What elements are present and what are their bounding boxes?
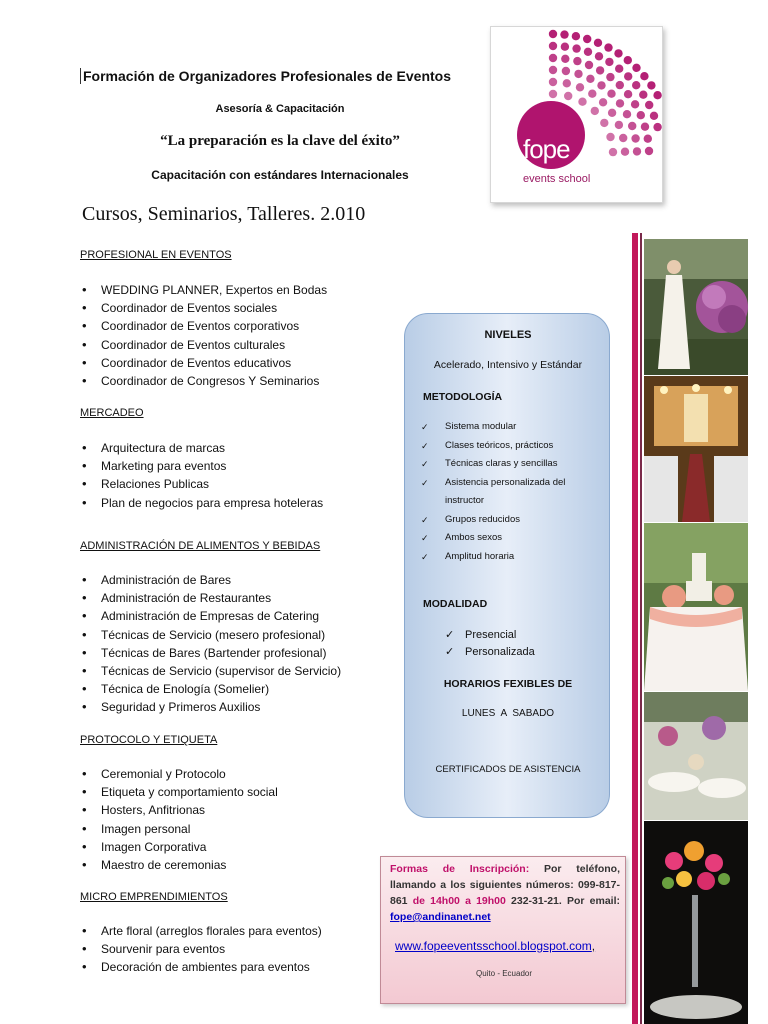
list-item: • Coordinador de Eventos corporativos xyxy=(80,317,380,335)
logo-dot xyxy=(616,81,624,89)
standards-text: Capacitación con estándares Internacionales xyxy=(151,168,409,182)
list-item: • Maestro de ceremonias xyxy=(80,856,380,874)
website-link[interactable]: www.fopeeventsschool.blogspot.com xyxy=(395,939,592,953)
logo-dot xyxy=(608,109,616,117)
list-item: ✓ Grupos reducidos xyxy=(421,511,606,530)
subtitle: Asesoría & Capacitación xyxy=(215,103,345,115)
logo-dot xyxy=(563,79,571,87)
list-item: • Administración de Bares xyxy=(80,571,380,589)
list-item: • Arquitectura de marcas xyxy=(80,439,380,457)
logo-dot xyxy=(549,90,557,98)
list-item: • Coordinador de Eventos sociales xyxy=(80,299,380,317)
list-item: • Decoración de ambientes para eventos xyxy=(80,958,380,976)
list-item: ✓ Presencial xyxy=(445,627,535,644)
logo-dot xyxy=(623,110,631,118)
logo-dot xyxy=(609,148,617,156)
floral-arrangement-photo xyxy=(644,821,748,1024)
cursos-heading: Cursos, Seminarios, Talleres. 2.010 xyxy=(82,203,366,225)
logo-dot xyxy=(576,83,584,91)
logo-dot xyxy=(549,30,557,38)
logo-dot xyxy=(641,123,649,131)
logo-dot xyxy=(584,48,592,56)
logo-dot xyxy=(583,35,591,43)
logo-dot xyxy=(606,133,614,141)
logo-dot xyxy=(599,98,607,106)
inscripcion-text2: 232-31-21. Por email: xyxy=(505,895,621,907)
list-item: • Etiqueta y comportamiento social xyxy=(80,783,380,801)
logo-dot xyxy=(561,43,569,51)
horarios-text: LUNES A SABADO xyxy=(461,708,555,719)
logo-dot xyxy=(604,43,612,51)
logo-dot xyxy=(605,58,613,66)
logo-dot xyxy=(616,99,624,107)
logo-dot xyxy=(614,49,622,57)
logo-dot xyxy=(640,72,648,80)
list-item: • Administración de Empresas de Catering xyxy=(80,607,380,625)
logo-dot xyxy=(572,44,580,52)
list-item: • Técnica de Enología (Somelier) xyxy=(80,680,380,698)
logo-dot xyxy=(645,101,653,109)
logo-dot xyxy=(562,67,570,75)
logo-dot xyxy=(631,134,639,142)
niveles-text: Acelerado, Intensivo y Estándar xyxy=(433,359,583,371)
list-item: • Relaciones Publicas xyxy=(80,475,380,493)
logo-dot xyxy=(572,32,580,40)
metodologia-list xyxy=(421,418,606,566)
accent-bar xyxy=(632,233,638,1024)
horarios-title: HORARIOS FEXIBLES DE xyxy=(443,678,573,690)
logo-dot xyxy=(549,54,557,62)
logo-dot xyxy=(574,70,582,78)
list-item: • Imagen personal xyxy=(80,820,380,838)
section-title-protocolo: PROTOCOLO Y ETIQUETA xyxy=(80,734,218,746)
logo-dot xyxy=(615,65,623,73)
logo-dot xyxy=(645,147,653,155)
section-title-mercadeo: MERCADEO xyxy=(80,407,144,419)
slogan: “La preparación es la clave del éxito” xyxy=(160,133,400,149)
logo-dot xyxy=(624,90,632,98)
list-item: • Coordinador de Eventos educativos xyxy=(80,354,380,372)
logo-dot xyxy=(597,81,605,89)
list-profesional xyxy=(80,281,380,390)
logo-dot xyxy=(631,100,639,108)
list-item: • Técnicas de Bares (Bartender profesional) xyxy=(80,644,380,662)
list-mercadeo xyxy=(80,439,380,512)
logo-subtitle: events school xyxy=(523,173,591,185)
list-item: • Imagen Corporativa xyxy=(80,838,380,856)
page-title: Formación de Organizadores Profesionales de Eventos xyxy=(80,68,480,84)
list-item: ✓ Clases teóricos, prácticos xyxy=(421,437,606,456)
bride-photo xyxy=(644,239,748,375)
logo-dot xyxy=(639,91,647,99)
list-item: • Hosters, Anfitrionas xyxy=(80,801,380,819)
list-item: • Seguridad y Primeros Auxilios xyxy=(80,698,380,716)
reception-photo xyxy=(644,692,748,820)
logo-dot xyxy=(573,57,581,65)
list-item: ✓ Personalizada xyxy=(445,644,535,661)
cake-table-photo xyxy=(644,523,748,691)
list-item: • Técnicas de Servicio (mesero profesional) xyxy=(80,626,380,644)
list-alimentos xyxy=(80,571,380,717)
section-title-alimentos: ADMINISTRACIÓN DE ALIMENTOS Y BEBIDAS xyxy=(80,540,321,552)
accent-bar-shadow xyxy=(640,233,642,1024)
logo-dot xyxy=(650,112,658,120)
logo-dot xyxy=(615,121,623,129)
list-item: • Sourvenir para eventos xyxy=(80,940,380,958)
logo-dot xyxy=(606,73,614,81)
inscripcion-text1: Por teléfono, llamando a los siguientes números: 099-817-861 xyxy=(390,863,620,907)
modalidad-list xyxy=(445,627,535,661)
logo-dot xyxy=(621,148,629,156)
logo-dot xyxy=(624,56,632,64)
list-item: • Ceremonial y Protocolo xyxy=(80,765,380,783)
email-link[interactable]: fope@andinanet.net xyxy=(390,911,491,923)
logo-dot xyxy=(564,92,572,100)
logo-dot xyxy=(588,90,596,98)
logo-dot xyxy=(633,147,641,155)
logo-dot xyxy=(549,42,557,50)
logo-text: fope xyxy=(523,134,570,164)
list-item: • Plan de negocios para empresa hoteleras xyxy=(80,494,380,512)
list-item: ✓ Ambos sexos xyxy=(421,529,606,548)
logo-dot xyxy=(628,122,636,130)
logo-dot xyxy=(549,78,557,86)
list-item: • Coordinador de Congresos Y Seminarios xyxy=(80,372,380,390)
section-title-micro: MICRO EMPRENDIMIENTOS xyxy=(80,891,228,903)
list-item: • Técnicas de Servicio (supervisor de Servicio) xyxy=(80,662,380,680)
logo-dot xyxy=(632,81,640,89)
ballroom-photo xyxy=(644,376,748,522)
logo-dot xyxy=(591,107,599,115)
section-title-profesional: PROFESIONAL EN EVENTOS xyxy=(80,249,232,261)
list-item: ✓ Sistema modular xyxy=(421,418,606,437)
inscripcion-label: Formas de Inscripción: xyxy=(390,863,530,875)
list-item: ✓ Asistencia personalizada del instructor xyxy=(421,474,606,511)
logo-dot xyxy=(619,134,627,142)
logo-dot xyxy=(647,81,655,89)
list-protocolo xyxy=(80,765,380,874)
logo-dot xyxy=(637,111,645,119)
website-suffix: , xyxy=(591,939,596,953)
logo-dot xyxy=(644,135,652,143)
inscripcion-box xyxy=(380,856,626,1004)
logo-dot xyxy=(600,119,608,127)
metodologia-title: METODOLOGÍA xyxy=(423,391,503,403)
logo-dot xyxy=(561,55,569,63)
logo-dot xyxy=(632,64,640,72)
logo-dot xyxy=(578,98,586,106)
list-micro xyxy=(80,922,380,977)
logo-dot xyxy=(653,123,661,131)
website-line xyxy=(395,939,595,953)
logo-dot xyxy=(586,75,594,83)
city-text: Quito - Ecuador xyxy=(475,969,533,978)
logo-dot xyxy=(560,30,568,38)
modalidad-title: MODALIDAD xyxy=(423,598,488,610)
niveles-title: NIVELES xyxy=(484,329,532,341)
logo-dot xyxy=(607,90,615,98)
list-item: • Administración de Restaurantes xyxy=(80,589,380,607)
inscripcion-text xyxy=(390,861,620,925)
logo-dot xyxy=(585,61,593,69)
logo-dot xyxy=(594,39,602,47)
list-item: • Marketing para eventos xyxy=(80,457,380,475)
logo-dot xyxy=(596,66,604,74)
logo-dot xyxy=(595,52,603,60)
list-item: • Coordinador de Eventos culturales xyxy=(80,336,380,354)
list-item: ✓ Amplitud horaria xyxy=(421,548,606,567)
logo-dot xyxy=(653,91,661,99)
list-item: • Arte floral (arreglos florales para eventos) xyxy=(80,922,380,940)
levels-box xyxy=(404,313,610,818)
certificados-text: CERTIFICADOS DE ASISTENCIA xyxy=(435,764,581,775)
fope-logo xyxy=(490,26,663,203)
logo-dot xyxy=(549,66,557,74)
inscripcion-hours: de 14h00 a 19h00 xyxy=(412,895,506,907)
list-item: ✓ Técnicas claras y sencillas xyxy=(421,455,606,474)
logo-dot xyxy=(624,72,632,80)
list-item: • WEDDING PLANNER, Expertos en Bodas xyxy=(80,281,380,299)
